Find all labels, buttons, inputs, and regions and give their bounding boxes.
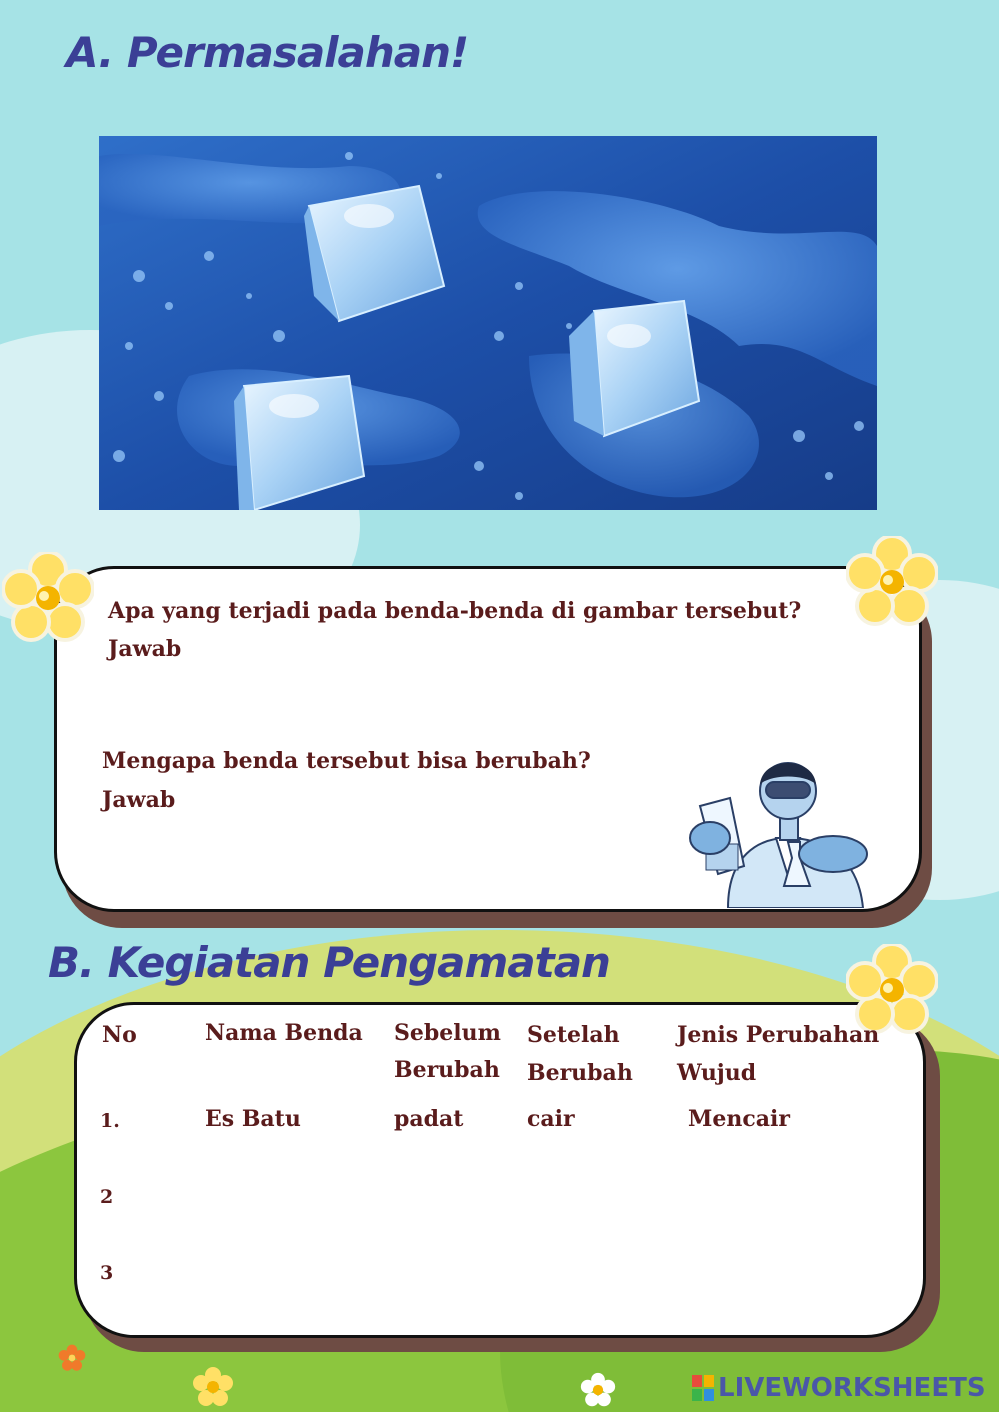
grass-flower-icon — [58, 1344, 86, 1372]
row-1-type: Mencair — [688, 1106, 790, 1132]
answer-2-label: Jawab — [102, 787, 176, 813]
liveworksheets-badge-icon — [692, 1375, 714, 1401]
flower-icon — [2, 552, 94, 644]
row-1-name: Es Batu — [205, 1106, 301, 1132]
liveworksheets-text: LIVEWORKSHEETS — [718, 1373, 986, 1403]
answer-1-label: Jawab — [108, 636, 182, 662]
question-2-text: Mengapa benda tersebut bisa berubah? — [102, 748, 591, 774]
header-type-line-2: Wujud — [677, 1060, 757, 1086]
row-1-before: padat — [394, 1106, 464, 1132]
section-b-title: B. Kegiatan Pengamatan — [48, 938, 610, 987]
row-2-no: 2 — [100, 1186, 114, 1208]
grass-flower-icon — [192, 1366, 234, 1408]
liveworksheets-logo[interactable] — [692, 1372, 986, 1404]
header-before-line-1: Sebelum — [394, 1020, 501, 1046]
section-a-title: A. Permasalahan! — [66, 28, 469, 77]
scientist-icon — [688, 746, 888, 908]
flower-icon — [846, 536, 938, 628]
grass-flower-icon — [580, 1372, 616, 1408]
row-1-after: cair — [527, 1106, 575, 1132]
header-before-line-2: Berubah — [394, 1057, 500, 1083]
question-1-text: Apa yang terjadi pada benda-benda di gambar tersebut? — [108, 598, 802, 624]
row-3-no: 3 — [100, 1262, 114, 1284]
row-1-no: 1. — [100, 1110, 120, 1132]
header-type-line-1: Jenis Perubahan — [677, 1022, 880, 1048]
header-after-line-2: Berubah — [527, 1060, 633, 1086]
ice-cubes-photo — [99, 136, 877, 510]
header-name: Nama Benda — [205, 1020, 363, 1046]
header-no: No — [102, 1022, 137, 1048]
header-after-line-1: Setelah — [527, 1022, 620, 1048]
ice-cubes-illustration — [99, 136, 877, 510]
